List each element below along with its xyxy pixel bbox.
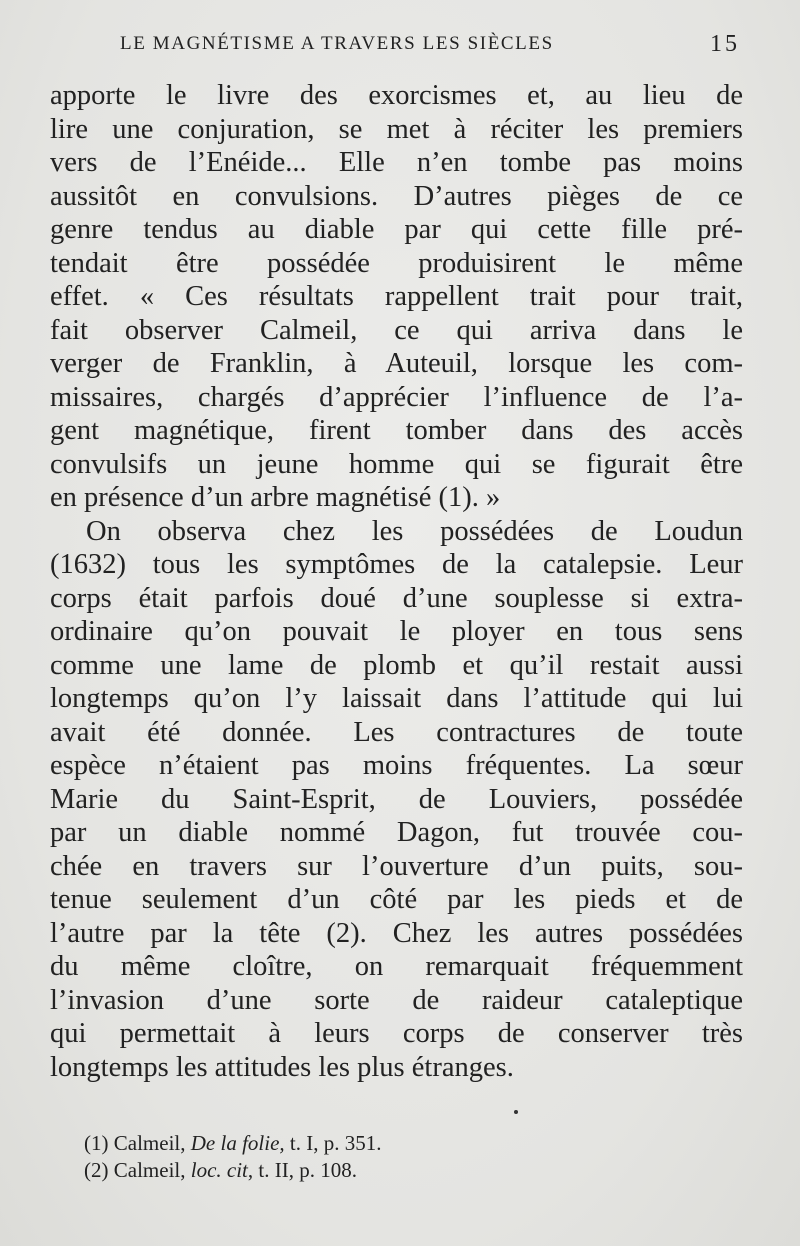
text-line: l’invasion d’une sorte de raideur cataleptique: [50, 984, 743, 1016]
text-line: fait observer Calmeil, ce qui arriva dans le: [50, 314, 743, 346]
footnote-reference: t. I, p. 351.: [289, 1131, 382, 1155]
text-line: comme une lame de plomb et qu’il restait aussi: [50, 649, 743, 681]
paragraph-2: [50, 515, 743, 1085]
text-line: aussitôt en convulsions. D’autres pièges de ce: [50, 180, 743, 212]
footnote-title: loc. cit: [190, 1158, 248, 1182]
text-line: On observa chez les possédées de Loudun: [86, 515, 743, 547]
text-line: missaires, chargés d’apprécier l’influence de l’a-: [50, 381, 743, 413]
footnotes: [84, 1130, 584, 1184]
footnote-title: De la folie,: [190, 1131, 285, 1155]
text-line: Marie du Saint-Esprit, de Louviers, possédée: [50, 783, 743, 815]
footnote-marker: (1): [84, 1131, 109, 1155]
footnote-author: Calmeil,: [113, 1158, 186, 1182]
text-line: avait été donnée. Les contractures de toute: [50, 716, 743, 748]
paragraph-1: [50, 79, 743, 515]
ink-speck: [514, 1110, 518, 1114]
text-line: apporte le livre des exorcismes et, au lieu de: [50, 80, 743, 111]
text-line: tenue seulement d’un côté par les pieds et de: [50, 884, 743, 915]
footnote-reference: , t. II, p. 108.: [247, 1158, 357, 1182]
text-line: longtemps les attitudes les plus étranges.: [50, 1051, 514, 1083]
text-line: verger de Franklin, à Auteuil, lorsque les com-: [50, 348, 743, 379]
text-line: corps était parfois doué d’une souplesse si extra-: [50, 582, 743, 614]
footnote-author: Calmeil,: [113, 1131, 186, 1155]
text-line: longtemps qu’on l’y laissait dans l’attitude qui lui: [50, 683, 743, 714]
page-number: 15: [710, 31, 740, 57]
text-line: genre tendus au diable par qui cette fille pré-: [50, 214, 743, 245]
text-line: tendait être possédée produisirent le même: [50, 247, 743, 279]
text-line: gent magnétique, firent tomber dans des accès: [50, 415, 743, 446]
text-line: convulsifs un jeune homme qui se figurait être: [50, 448, 743, 480]
footnote-2: [84, 1157, 584, 1184]
text-line: vers de l’Enéide... Elle n’en tombe pas moins: [50, 147, 743, 178]
text-line: ordinaire qu’on pouvait le ployer en tous sens: [50, 616, 743, 647]
text-line: du même cloître, on remarquait fréquemment: [50, 951, 743, 982]
footnote-1: [84, 1130, 584, 1157]
text-line: qui permettait à leurs corps de conserver très: [50, 1018, 743, 1049]
body-text: [50, 79, 743, 1084]
text-line: l’autre par la tête (2). Chez les autres possédées: [50, 917, 743, 949]
text-line: lire une conjuration, se met à réciter les premiers: [50, 113, 743, 145]
text-line: (1632) tous les symptômes de la catalepsie. Leur: [50, 549, 743, 580]
running-title: LE MAGNÉTISME A TRAVERS LES SIÈCLES: [120, 33, 554, 54]
text-line: effet. « Ces résultats rappellent trait pour trait,: [50, 281, 743, 312]
footnote-marker: (2): [84, 1158, 109, 1182]
text-line: espèce n’étaient pas moins fréquentes. La sœur: [50, 750, 743, 781]
text-line: chée en travers sur l’ouverture d’un puits, sou-: [50, 850, 743, 882]
text-line: par un diable nommé Dagon, fut trouvée cou-: [50, 817, 743, 848]
text-line: en présence d’un arbre magnétisé (1). »: [50, 482, 501, 513]
